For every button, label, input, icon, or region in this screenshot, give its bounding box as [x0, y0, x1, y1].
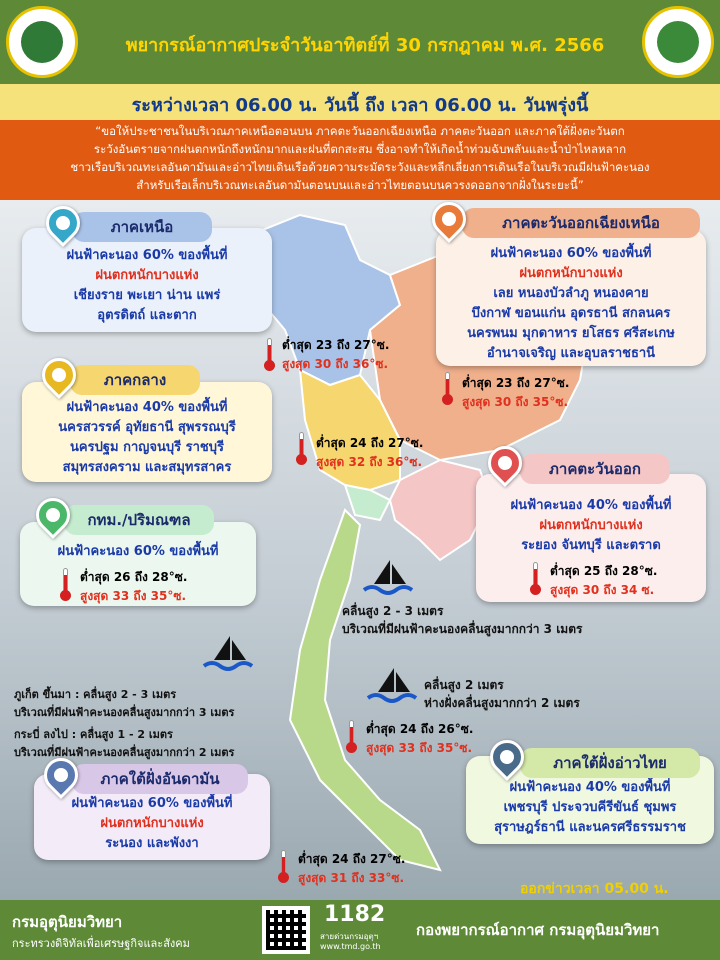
period-text: ระหว่างเวลา 06.00 น. วันนี้ ถึง เวลา 06.00 น. วันพรุ่งนี้ — [131, 95, 589, 116]
bangkok-temp-min: ต่ำสุด 26 ถึง 28°ซ. — [80, 570, 188, 584]
bangkok-temp-max: สูงสุด 33 ถึง 35°ซ. — [80, 589, 187, 603]
northeast-provinces: อำนาจเจริญ และอุบลราชธานี — [486, 346, 656, 361]
bangkok-temp — [80, 568, 187, 606]
sea-text: ภูเก็ต ขึ้นมา : คลื่นสูง 2 - 3 เมตร — [14, 688, 177, 701]
footer-org: กรมอุตุนิยมวิทยา — [12, 913, 123, 931]
south-east-rain: ฝนฟ้าคะนอง 40% ของพื้นที่ — [509, 780, 671, 795]
thermometer-icon — [60, 568, 70, 602]
warning-line: “ขอให้ประชาชนในบริเวณภาคเหนือตอนบน ภาคตะวันออกเฉียงเหนือ ภาคตะวันออก และภาคใต้ฝั่งตะวันตก — [95, 124, 625, 138]
page-title: พยากรณ์อากาศประจำวันอาทิตย์ที่ 30 กรกฎาคม พ.ศ. 2566 — [125, 35, 605, 56]
central-rain: ฝนฟ้าคะนอง 40% ของพื้นที่ — [66, 400, 228, 415]
boat-wave-icon — [366, 664, 418, 704]
andaman-waves — [14, 686, 234, 762]
sea-text: บริเวณที่มีฝนฟ้าคะนองคลื่นสูงมากกว่า 3 เมตร — [14, 706, 235, 719]
central-temp-min: ต่ำสุด 24 ถึง 27°ซ. — [316, 436, 424, 450]
thermometer-icon — [278, 850, 288, 884]
central-label: ภาคกลาง — [70, 365, 200, 395]
footer — [0, 900, 720, 960]
central-provinces: นครสวรรค์ อุทัยธานี สุพรรณบุรี — [58, 420, 236, 435]
hotline-number: 1182 — [324, 902, 386, 927]
south-east-label: ภาคใต้ฝั่งอ่าวไทย — [520, 748, 700, 778]
north-label: ภาคเหนือ — [72, 212, 212, 242]
map-region-east — [390, 460, 490, 560]
central-provinces: นครปฐม กาญจนบุรี ราชบุรี — [70, 440, 224, 455]
south-east-provinces: เพชรบุรี ประจวบคีรีขันธ์ ชุมพร — [503, 800, 677, 815]
bangkok-label: กทม./ปริมณฑล — [64, 505, 214, 535]
north-temp — [282, 336, 389, 374]
south-east-provinces: สุราษฎร์ธานี และนครศรีธรรมราช — [494, 820, 686, 835]
boat-wave-icon — [202, 632, 254, 672]
thermometer-icon — [264, 338, 274, 372]
qr-code-icon — [262, 906, 310, 954]
south-west-temp-max: สูงสุด 31 ถึง 33°ซ. — [298, 871, 405, 885]
footer-ministry: กระทรวงดิจิทัลเพื่อเศรษฐกิจและสังคม — [12, 937, 190, 950]
north-temp-min: ต่ำสุด 23 ถึง 27°ซ. — [282, 338, 390, 352]
warning-line: ชาวเรือบริเวณทะเลอันดามันและอ่าวไทยเดินเรือด้วยความระมัดระวังและหลีกเลี่ยงการเดินเรือในบริเวณมีฝนฟ้าคะนอง — [70, 160, 650, 174]
east-heavy-rain: ฝนตกหนักบางแห่ง — [539, 518, 643, 533]
central-temp-max: สูงสุด 32 ถึง 36°ซ. — [316, 455, 423, 469]
east-temp-max: สูงสุด 30 ถึง 34 ซ. — [550, 583, 655, 597]
gulf-upper-waves — [342, 602, 582, 638]
boat-wave-icon — [362, 556, 414, 596]
south-east-temp-max: สูงสุด 33 ถึง 35°ซ. — [366, 741, 473, 755]
central-temp — [316, 434, 423, 472]
north-provinces: เชียงราย พะเยา น่าน แพร่ — [73, 288, 221, 303]
sea-text: บริเวณที่มีฝนฟ้าคะนองคลื่นสูงมากกว่า 2 เมตร — [14, 746, 235, 759]
northeast-heavy-rain: ฝนตกหนักบางแห่ง — [519, 266, 623, 281]
east-rain: ฝนฟ้าคะนอง 40% ของพื้นที่ — [510, 498, 672, 513]
northeast-provinces: บึงกาฬ ขอนแก่น อุดรธานี สกลนคร — [471, 306, 671, 321]
northeast-temp-max: สูงสุด 30 ถึง 35°ซ. — [462, 395, 569, 409]
gulf-lower-waves — [424, 676, 580, 712]
south-west-heavy-rain: ฝนตกหนักบางแห่ง — [100, 816, 204, 831]
east-provinces: ระยอง จันทบุรี และตราด — [521, 538, 661, 553]
sea-text: คลื่นสูง 2 เมตร — [424, 678, 504, 692]
thermometer-icon — [530, 562, 540, 596]
warning-line: สำหรับเรือเล็กบริเวณทะเลอันดามันตอนบนและอ่าวไทยตอนบนควรงดออกจากฝั่งในระยะนี้” — [136, 178, 584, 192]
south-east-temp — [366, 720, 473, 758]
thermometer-icon — [296, 432, 306, 466]
northeast-provinces: เลย หนองบัวลำภู หนองคาย — [493, 286, 649, 301]
south-west-label: ภาคใต้ฝั่งอันดามัน — [72, 764, 248, 794]
sea-text: บริเวณที่มีฝนฟ้าคะนองคลื่นสูงมากกว่า 3 เมตร — [342, 622, 583, 636]
south-west-provinces: ระนอง และพังงา — [105, 836, 199, 851]
north-heavy-rain: ฝนตกหนักบางแห่ง — [95, 268, 199, 283]
east-temp — [550, 562, 657, 600]
northeast-provinces: นครพนม มุกดาหาร ยโสธร ศรีสะเกษ — [467, 326, 675, 341]
footer-division: กองพยากรณ์อากาศ กรมอุตุนิยมวิทยา — [416, 921, 660, 939]
hotline-label: สายด่วนกรมอุตุฯ — [320, 932, 379, 941]
south-east-temp-min: ต่ำสุด 24 ถึง 26°ซ. — [366, 722, 474, 736]
north-temp-max: สูงสุด 30 ถึง 36°ซ. — [282, 357, 389, 371]
south-west-temp-min: ต่ำสุด 24 ถึง 27°ซ. — [298, 852, 406, 866]
bangkok-rain: ฝนฟ้าคะนอง 60% ของพื้นที่ — [57, 544, 219, 559]
website[interactable]: www.tmd.go.th — [320, 942, 381, 951]
south-west-rain: ฝนฟ้าคะนอง 60% ของพื้นที่ — [71, 796, 233, 811]
issued-time: ออกข่าวเวลา 05.00 น. — [520, 881, 669, 897]
sea-text: คลื่นสูง 2 - 3 เมตร — [342, 604, 444, 618]
south-west-temp — [298, 850, 405, 888]
north-rain: ฝนฟ้าคะนอง 60% ของพื้นที่ — [66, 248, 228, 263]
sea-text: กระบี่ ลงไป : คลื่นสูง 1 - 2 เมตร — [14, 728, 173, 741]
warning-line: ระวังอันตรายจากฝนตกหนักถึงหนักมากและฝนที่ตกสะสม ซึ่งอาจทำให้เกิดน้ำท่วมฉับพลันและน้ำป่าไหลหลาก — [93, 142, 627, 156]
east-temp-min: ต่ำสุด 25 ถึง 28°ซ. — [550, 564, 658, 578]
thermometer-icon — [442, 372, 452, 406]
north-provinces: อุตรดิตถ์ และตาก — [97, 308, 197, 323]
sea-text: ห่างฝั่งคลื่นสูงมากกว่า 2 เมตร — [424, 696, 580, 710]
northeast-temp — [462, 374, 569, 412]
northeast-rain: ฝนฟ้าคะนอง 60% ของพื้นที่ — [490, 246, 652, 261]
northeast-temp-min: ต่ำสุด 23 ถึง 27°ซ. — [462, 376, 570, 390]
central-provinces: สมุทรสงคราม และสมุทรสาคร — [62, 460, 232, 475]
east-label: ภาคตะวันออก — [520, 454, 670, 484]
map-region-bangkok — [345, 485, 390, 520]
northeast-label: ภาคตะวันออกเฉียงเหนือ — [462, 208, 700, 238]
thermometer-icon — [346, 720, 356, 754]
northeast-card — [436, 230, 706, 366]
